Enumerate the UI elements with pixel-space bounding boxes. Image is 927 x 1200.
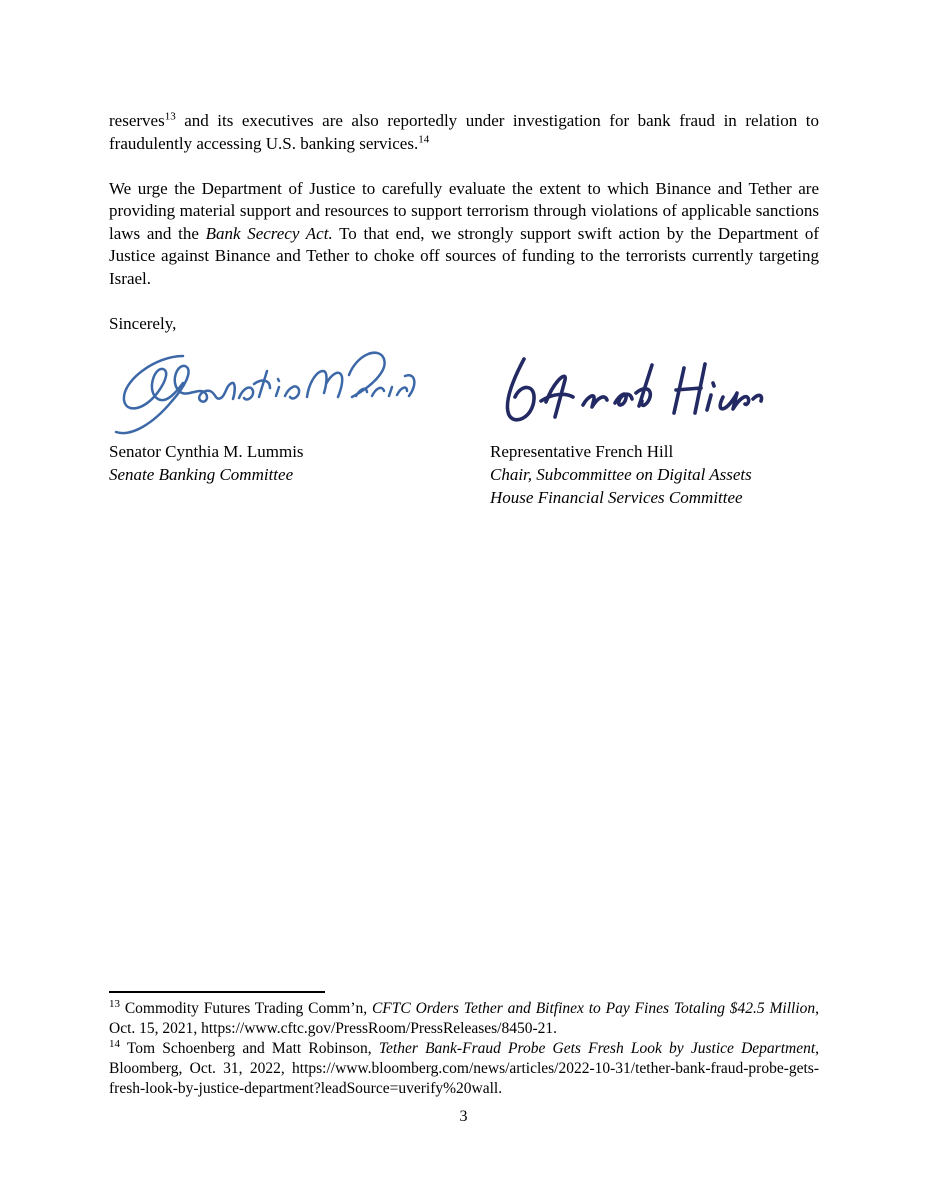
footnote-13: $^{13}$ Commodity Futures Trading Comm’n, CFTC Orders Tether and Bitfinex to Pay Fines Totaling $42.5 Million, Oct. 15, 2021, https://www.cftc.gov/PressRoom/PressReleases/8450-21. xyxy=(109,997,820,1037)
paragraph-bank-fraud: reserves$^{13}$ and its executives are also reportedly under investigation for bank fraud in relation to fraudulently accessing U.S. banking services.$^{14}$ xyxy=(109,110,819,153)
closing-sincerely: Sincerely, xyxy=(109,313,177,333)
signature-block-hill xyxy=(490,341,819,440)
footnote-separator xyxy=(109,991,325,993)
letter-body xyxy=(109,110,819,509)
signer-name-hill: Representative French Hill xyxy=(490,442,674,461)
signer-title-hill-1: Chair, Subcommittee on Digital Assets xyxy=(490,465,752,484)
signer-name-lummis: Senator Cynthia M. Lummis xyxy=(109,442,304,461)
footnotes-section xyxy=(109,991,819,1099)
signer-block-hill-text xyxy=(490,440,819,509)
page-number: 3 xyxy=(459,1108,468,1125)
signer-title-hill-2: House Financial Services Committee xyxy=(490,488,743,507)
paragraph-doj-urge: We urge the Department of Justice to carefully evaluate the extent to which Binance and Tether are providing material support and resources to support terrorism through violations of applicable sanctions laws and the Bank Secrecy Act. To that end, we strongly support swift action by the Department of Justice against Binance and Tether to choke off sources of funding to the terrorists currently targeting Israel. xyxy=(109,178,819,288)
signature-cynthia-lummis-image xyxy=(109,341,420,438)
signer-names-row xyxy=(109,440,819,509)
signature-french-hill-image xyxy=(490,353,782,431)
signature-row xyxy=(109,341,819,440)
signer-title-lummis: Senate Banking Committee xyxy=(109,465,294,484)
footnote-14: $^{14}$ Tom Schoenberg and Matt Robinson, Tether Bank-Fraud Probe Gets Fresh Look by Justice Department, Bloomberg, Oct. 31, 2022, https://www.bloomberg.com/news/articles/2022-10-31/tether-bank-fraud-probe-gets-fresh-look-by-justice-department?leadSource=uverify%20wall. xyxy=(109,1037,820,1097)
signer-block-lummis-text xyxy=(109,440,490,509)
signature-block-lummis xyxy=(109,341,490,440)
